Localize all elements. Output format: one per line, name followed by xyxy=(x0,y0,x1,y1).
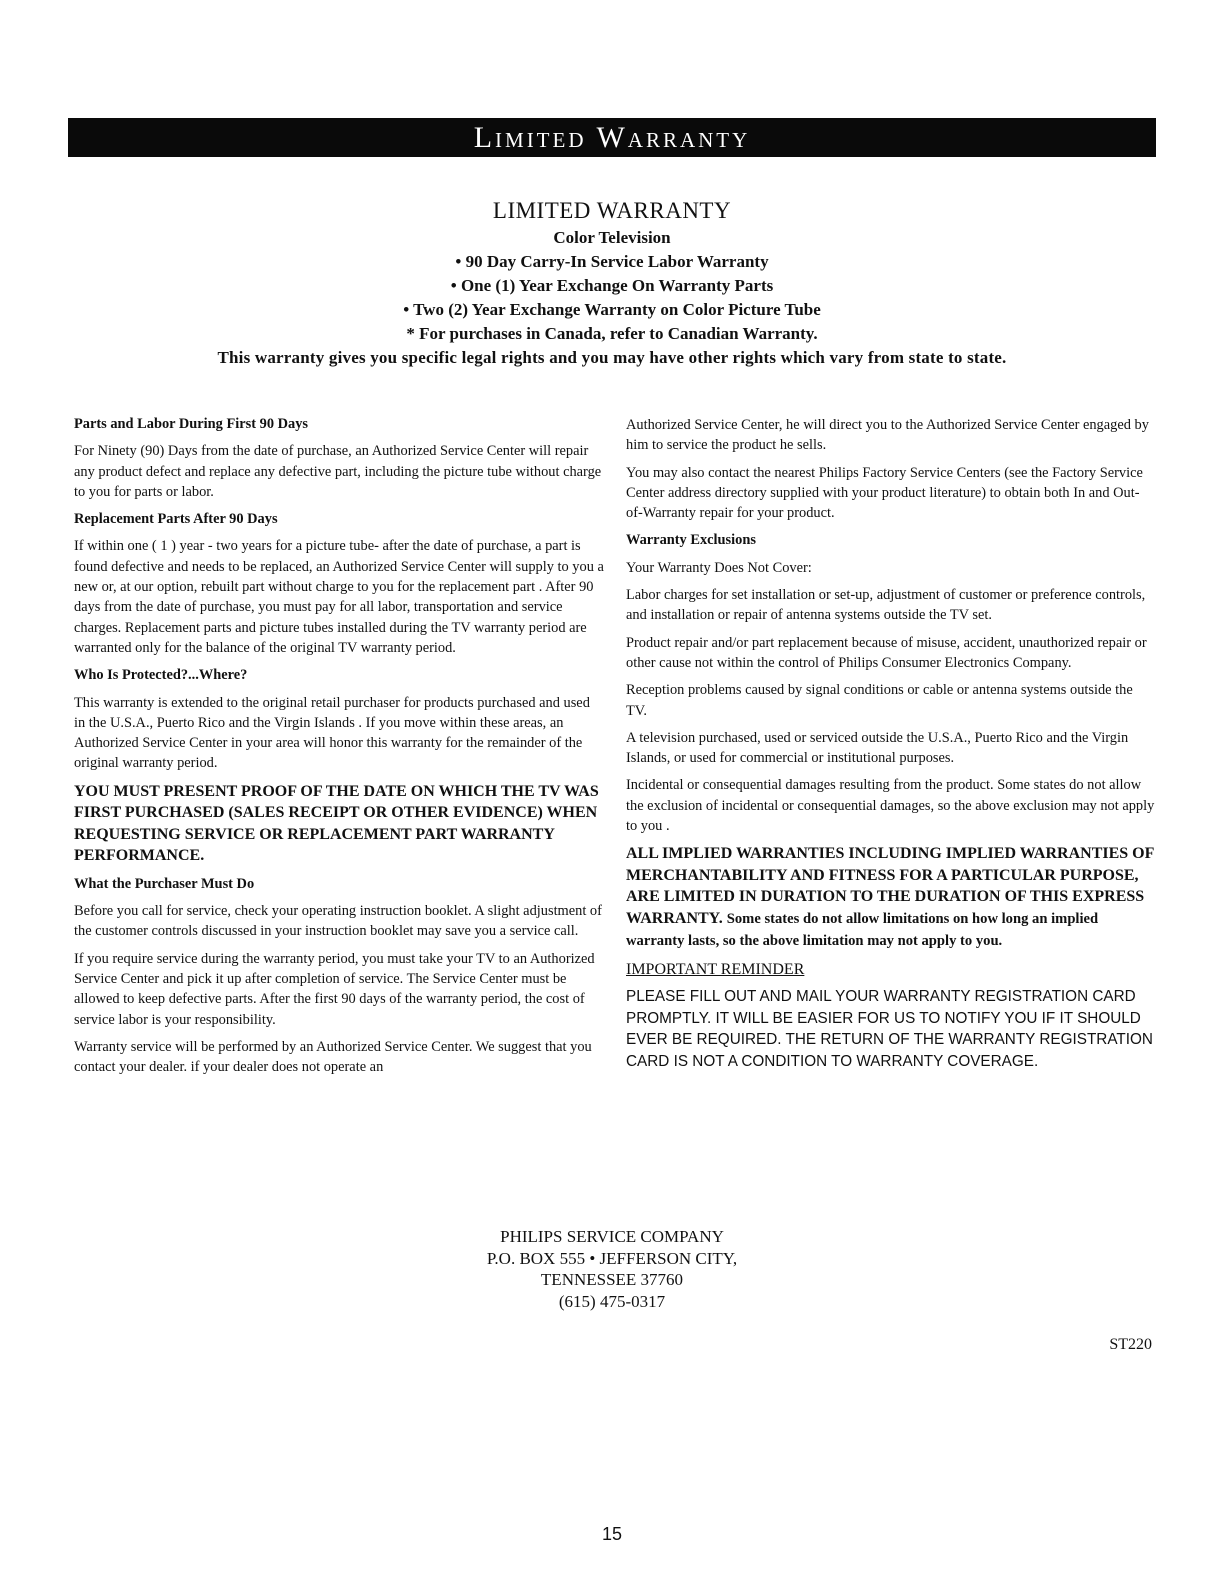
exclusion-item: Incidental or consequential damages resulting from the product. Some states do not allow the exclusion of incidental or consequential damages, so the above exclusion may not apply to you . xyxy=(626,777,1155,835)
reminder-text: PLEASE FILL OUT AND MAIL YOUR WARRANTY REGISTRATION CARD PROMPTLY. IT WILL BE EASIER FOR US TO NOTIFY YOU IF IT SHOULD EVER BE REQUIRED. THE RETURN OF THE WARRANTY REGISTRATION CARD IS NOT A CONDITION TO WARRANTY COVERAGE. xyxy=(626,988,1153,1070)
parts-labor-text: For Ninety (90) Days from the date of purchase, an Authorized Service Center will repair any product defect and replace any defective part, including the picture tube without charge to you for parts or labor. xyxy=(74,443,602,500)
warranty-heading xyxy=(68,196,1156,370)
implied-warranty-notice xyxy=(626,843,1156,953)
exclusion-item: Labor charges for set installation or set-up, adjustment of customer or preference controls, and installation or repair of antenna systems outside the TV set. xyxy=(626,587,1146,624)
address-line1: P.O. BOX 555 • JEFFERSON CITY, xyxy=(486,1248,738,1268)
exclusion-item: A television purchased, used or serviced outside the U.S.A., Puerto Rico and the Virgin Islands, or used for commercial or institutional purposes. xyxy=(626,729,1129,767)
heading-title: LIMITED WARRANTY xyxy=(492,198,732,223)
reminder-title: IMPORTANT REMINDER xyxy=(626,960,805,978)
section-title-parts-labor: Parts and Labor During First 90 Days xyxy=(74,416,308,432)
protected-text: This warranty is extended to the original retail purchaser for products purchased and used in the U.S.A., Puerto Rico and the Virgin Islands . If you move within these areas, an Authorized Service Center in your area will honor this warranty for the remainder of the original warranty period. xyxy=(74,694,590,772)
heading-line: * For purchases in Canada, refer to Canadian Warranty. xyxy=(406,324,818,343)
address-company: PHILIPS SERVICE COMPANY xyxy=(500,1227,724,1246)
address-line2: TENNESSEE 37760 xyxy=(540,1270,684,1290)
banner-title: Limited Warranty xyxy=(473,121,751,154)
right-column xyxy=(626,415,1156,1079)
document-code: ST220 xyxy=(1109,1336,1152,1353)
section-title-exclusions: Warranty Exclusions xyxy=(626,532,756,549)
heading-line: Color Television xyxy=(553,228,671,247)
purchaser-text-3: Warranty service will be performed by an Authorized Service Center. We suggest that you contact your dealer. if your dealer does not operate an xyxy=(74,1038,592,1076)
address-phone: (615) 475-0317 xyxy=(558,1291,666,1311)
exclusions-intro: Your Warranty Does Not Cover: xyxy=(626,559,812,576)
exclusion-item: Reception problems caused by signal conditions or cable or antenna systems outside the TV. xyxy=(626,682,1133,719)
heading-line: • 90 Day Carry-In Service Labor Warranty xyxy=(455,252,769,271)
page-banner xyxy=(68,118,1156,157)
continued-text: Authorized Service Center, he will direct you to the Authorized Service Center engaged by him to service the product he sells. xyxy=(626,417,1149,454)
heading-line: • One (1) Year Exchange On Warranty Parts xyxy=(450,276,774,295)
heading-rights: This warranty gives you specific legal rights and you may have other rights which vary from state to state. xyxy=(217,348,1007,367)
left-column xyxy=(74,414,604,1084)
exclusion-item: Product repair and/or part replacement because of misuse, accident, unauthorized repair or other cause not within the control of Philips Consumer Electronics Company. xyxy=(626,634,1147,671)
page-number: 15 xyxy=(601,1524,623,1544)
implied-tail: Some states do not allow limitations on how long an implied warranty lasts, so the above limitation may not apply to you. xyxy=(626,910,1099,950)
purchaser-text-1: Before you call for service, check your operating instruction booklet. A slight adjustment of the customer controls discussed in your instruction booklet may save you a service call. xyxy=(74,903,602,940)
replacement-text: If within one ( 1 ) year - two years for a picture tube- after the date of purchase, a part is found defective and needs to be replaced, an Authorized Service Center will supply to you a new or, at our option, rebuilt part without charge to you for the replacement part . After 90 days from the date of purchase, you must pay for all labor, transportation and service charges. Replacement parts and picture tubes installed during the TV warranty period are warranted only for the balance of the original TV warranty period. xyxy=(74,538,604,656)
factory-text: You may also contact the nearest Philips Factory Service Centers (see the Factory Service Center address directory supplied with your product literature) to obtain both In and Out-of-Warranty repair for your product. xyxy=(626,464,1143,522)
section-title-replacement: Replacement Parts After 90 Days xyxy=(74,511,278,528)
implied-caps: ALL IMPLIED WARRANTIES INCLUDING IMPLIED WARRANTIES OF MERCHANTABILITY AND FITNESS FOR A PARTICULAR PURPOSE, ARE LIMITED IN DURATION TO THE DURATION OF THIS EXPRESS WARRANTY. xyxy=(626,845,1154,927)
service-address xyxy=(0,1226,1224,1312)
section-title-protected: Who Is Protected?...Where? xyxy=(74,667,248,684)
section-title-purchaser: What the Purchaser Must Do xyxy=(74,875,255,892)
purchaser-text-2: If you require service during the warranty period, you must take your TV to an Authorized Service Center and pick it up after completion of service. The Service Center must be allowed to keep defective parts. After the first 90 days of the warranty period, the cost of service labor is your responsibility. xyxy=(74,950,595,1028)
heading-line: • Two (2) Year Exchange Warranty on Color Picture Tube xyxy=(403,300,821,319)
proof-notice: YOU MUST PRESENT PROOF OF THE DATE ON WHICH THE TV WAS FIRST PURCHASED (SALES RECEIPT OR OTHER EVIDENCE) WHEN REQUESTING SERVICE OR REPLACEMENT PART WARRANTY PERFORMANCE. xyxy=(74,782,599,865)
